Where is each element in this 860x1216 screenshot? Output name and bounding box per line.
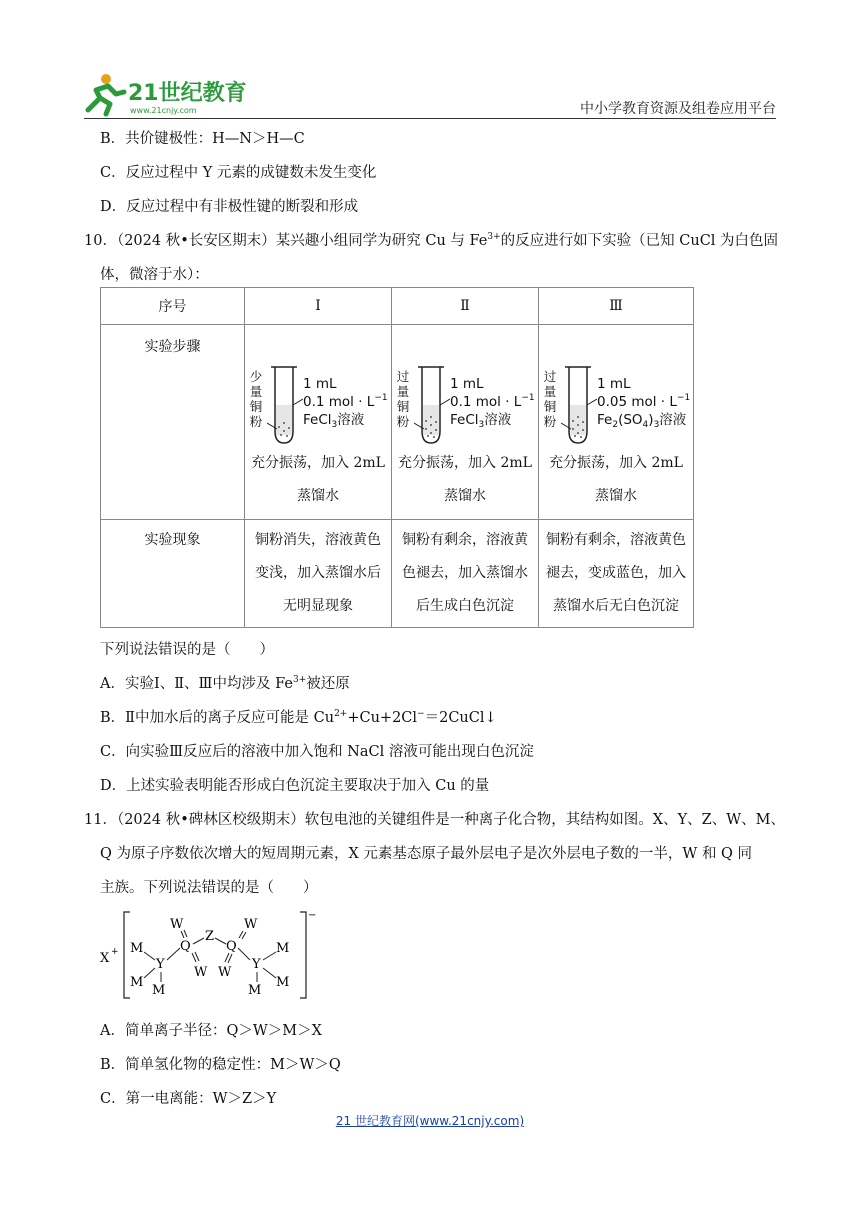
svg-text:M: M: [152, 983, 166, 998]
q9-option-c: C．反应过程中 Y 元素的成键数未发生变化: [100, 165, 377, 181]
svg-text:Y: Y: [156, 957, 165, 972]
exp1-observation: 铜粉消失，溶液黄色 变浅，加入蒸馏水后 无明显现象: [245, 520, 392, 628]
q10-option-b: B．Ⅱ中加水后的离子反应可能是 $Cu^{2+}+Cu+2Cl^-=2CuCl↓$: [100, 709, 497, 726]
test-tube-icon: [414, 365, 450, 447]
svg-text:W: W: [194, 965, 208, 980]
svg-text:W: W: [244, 917, 258, 932]
experiment-table: [100, 287, 694, 628]
svg-text:M: M: [276, 941, 290, 956]
svg-text:−: −: [308, 910, 317, 921]
svg-text:www.21cnjy.com: www.21cnjy.com: [130, 106, 197, 115]
header-rule: [84, 118, 776, 119]
svg-text:M: M: [276, 975, 290, 990]
q10-option-a: A．实验Ⅰ、Ⅱ、Ⅲ中均涉及 $Fe^{3+}$被还原: [100, 675, 350, 692]
test-tube-figure: 过量铜粉 1 mL 0.1 mol · $L^{-1}$ FeCl$_3$溶液: [392, 359, 538, 447]
test-tube-icon: [561, 365, 597, 447]
site-logo: [82, 70, 252, 118]
q10-stem-line2: 体，微溶于水）：: [100, 267, 209, 283]
q10-prompt: 下列说法错误的是（ ）: [100, 642, 274, 658]
svg-text:M: M: [248, 983, 262, 998]
svg-text:Y: Y: [252, 957, 261, 972]
platform-name: 中小学教育资源及组卷应用平台: [580, 101, 776, 117]
q10-option-d: D．上述实验表明能否形成白色沉淀主要取决于加入 Cu 的量: [100, 778, 490, 794]
svg-text:Z: Z: [205, 929, 215, 944]
footer-link[interactable]: 21 世纪教育网(www.21cnjy.com): [335, 1114, 525, 1128]
svg-text:M: M: [130, 941, 144, 956]
exp3-steps: 过量铜粉 1 mL 0.05 mol · $L^{-1}$ $Fe_2(SO_4)_3$溶液 充分振荡，加入 2mL 蒸馏水: [539, 325, 694, 520]
test-tube-figure: 少量铜粉 1 mL 0.1 mol · $L^{-1}$ FeCl$_3$溶液: [245, 359, 391, 447]
q10-option-c: C．向实验Ⅲ反应后的溶液中加入饱和 NaCl 溶液可能出现白色沉淀: [100, 744, 534, 760]
test-tube-figure: 过量铜粉 1 mL 0.05 mol · $L^{-1}$ $Fe_2(SO_4)_3$溶液: [539, 359, 693, 447]
exp2-steps: 过量铜粉 1 mL 0.1 mol · $L^{-1}$ FeCl$_3$溶液 充分振荡，加入 2mL 蒸馏水: [392, 325, 539, 520]
svg-text:W: W: [218, 965, 232, 980]
q10-stem: 10．（2024 秋•长安区期末）某兴趣小组同学为研究 Cu 与 $Fe^{3+}$的反应进行如下实验（已知 CuCl 为白色固: [84, 232, 779, 249]
ionic-structure-figure: [100, 906, 320, 1002]
table-header-cell: Ⅰ: [245, 288, 392, 325]
q11-stem-line2: Q 为原子序数依次增大的短周期元素，X 元素基态原子最外层电子是次外层电子数的一半，W 和 Q 同: [100, 846, 753, 862]
table-header-cell: Ⅲ: [539, 288, 694, 325]
row-label-steps: 实验步骤: [101, 325, 245, 520]
q11-option-b: B．简单氢化物的稳定性：M＞W＞Q: [100, 1057, 341, 1073]
q9-option-d: D．反应过程中有非极性键的断裂和形成: [100, 199, 359, 215]
q11-option-a: A．简单离子半径：Q＞W＞M＞X: [100, 1023, 322, 1039]
exp3-observation: 铜粉有剩余，溶液黄色 褪去，变成蓝色，加入 蒸馏水后无白色沉淀: [539, 520, 694, 628]
table-header-cell: Ⅱ: [392, 288, 539, 325]
svg-text:21世纪教育: 21世纪教育: [128, 81, 247, 106]
q9-option-b: B．共价键极性：H—N＞H—C: [100, 131, 305, 147]
svg-text:X: X: [100, 951, 110, 966]
q11-stem-line3: 主族。下列说法错误的是（ ）: [100, 880, 318, 896]
table-header-cell: 序号: [101, 288, 245, 325]
row-label-observations: 实验现象: [101, 520, 245, 628]
svg-text:Q: Q: [180, 939, 191, 954]
exp2-observation: 铜粉有剩余，溶液黄 色褪去，加入蒸馏水 后生成白色沉淀: [392, 520, 539, 628]
svg-text:+: +: [111, 947, 119, 957]
exp1-steps: 少量铜粉 1 mL 0.1 mol · $L^{-1}$ FeCl$_3$溶液 充分振荡，加入 2mL 蒸馏水: [245, 325, 392, 520]
svg-text:W: W: [170, 917, 184, 932]
q11-option-c: C．第一电离能：W＞Z＞Y: [100, 1091, 277, 1107]
svg-text:M: M: [130, 975, 144, 990]
runner-icon: [88, 74, 124, 114]
svg-text:Q: Q: [226, 939, 237, 954]
q11-stem-line1: 11．（2024 秋•碑林区校级期末）软包电池的关键组件是一种离子化合物，其结构如图。X、Y、Z、W、M、: [84, 812, 785, 828]
test-tube-icon: [267, 365, 303, 447]
